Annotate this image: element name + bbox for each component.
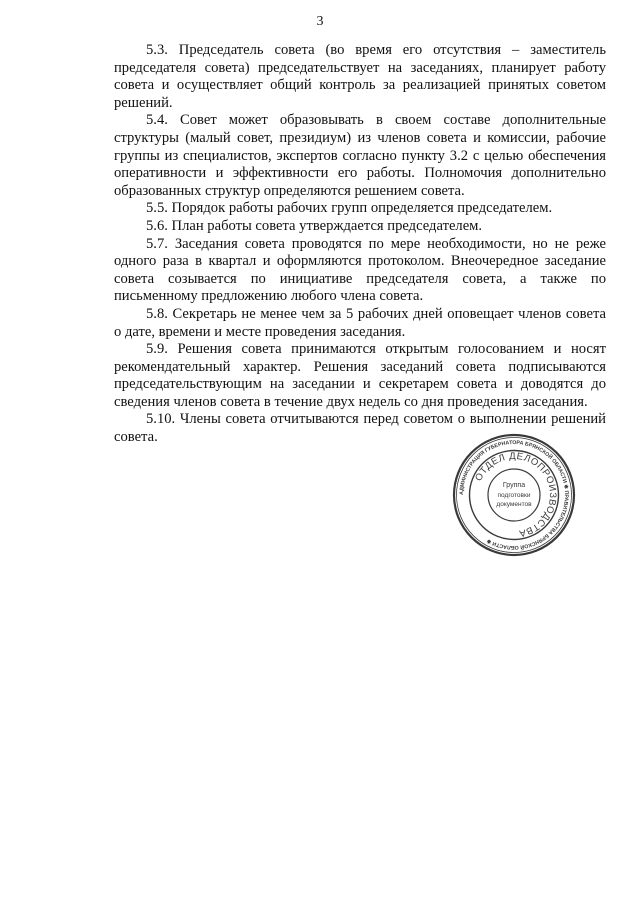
paragraph-5-8: 5.8. Секретарь не менее чем за 5 рабочих дней оповещает членов совета о дате, времени и месте проведения заседания. xyxy=(114,305,606,340)
official-stamp xyxy=(452,433,576,557)
stamp-seal xyxy=(452,433,576,557)
stamp-center-line-1: Группа xyxy=(502,482,526,489)
paragraph-5-3: 5.3. Председатель совета (во время его отсутствия – заместитель председателя совета) председательствует на заседаниях, планирует работу совета и осуществляет общий контроль за реализацией принятых советом решений. xyxy=(114,42,606,111)
paragraph-5-4: 5.4. Совет может образовывать в своем составе дополнительные структуры (малый совет, президиум) из членов совета и комиссии, рабочие группы из специалистов, экспертов согласно пункту 3.2 с целью обеспечения оперативности и эффективности его работы. Полномочия дополнительно образованных структур определяются решением совета. xyxy=(114,112,606,199)
page-number: 3 xyxy=(316,14,324,29)
paragraph-5-7: 5.7. Заседания совета проводятся по мере необходимости, но не реже одного раза в квартал и оформляются протоколом. Внеочередное заседание совета созывается по инициативе председателя совета, а также по письменному предложению любого члена совета. xyxy=(114,235,606,305)
stamp-center-line-2: подготовки xyxy=(497,492,531,499)
paragraph-5-6: 5.6. План работы совета утверждается председателем. xyxy=(146,217,483,234)
paragraph-5-5: 5.5. Порядок работы рабочих групп определяется председателем. xyxy=(146,200,553,217)
stamp-inner-text: ОТДЕЛ ДЕЛОПРОИЗВОДСТВА xyxy=(473,450,559,539)
stamp-center-line-3: документов xyxy=(496,501,532,508)
document-body xyxy=(114,42,606,447)
stamp-outer-text: АДМИНИСТРАЦИЯ ГУБЕРНАТОРА БРЯНСКОЙ ОБЛАСТИ ✱ ПРАВИТЕЛЬСТВА БРЯНСКОЙ ОБЛАСТИ ✱ xyxy=(458,439,570,551)
paragraph-5-9: 5.9. Решения совета принимаются открытым голосованием и носят рекомендательный характер. Решения заседаний совета подписываются председательствующим на заседании и секретарем совета и доводятся до сведения членов совета в течение двух недель со дня проведения заседания. xyxy=(114,341,606,410)
paragraph-5-10: 5.10. Члены совета отчитываются перед советом о выполнении решений совета. xyxy=(114,411,606,446)
